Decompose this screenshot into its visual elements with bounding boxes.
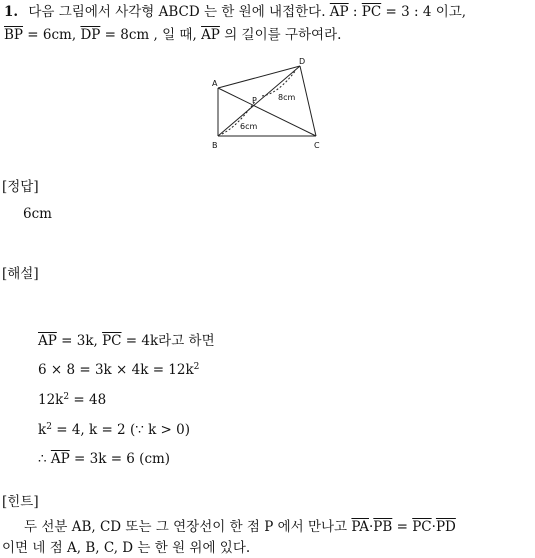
label-b: B	[212, 141, 218, 150]
hint-line-1	[24, 518, 456, 536]
step-1-mid: = 3k,	[56, 333, 103, 349]
problem-line-1	[4, 3, 466, 21]
problem-question: 의 길이를 구하여라.	[219, 27, 342, 43]
label-a: A	[212, 79, 218, 88]
dot-2: ·	[431, 519, 436, 535]
segment-pc: $\overline{PC}$	[361, 4, 382, 20]
segment-ap: $\overline{AP}$	[50, 451, 70, 467]
problem-text: 다음 그림에서 사각형 ABCD 는 한 원에 내접한다.	[28, 4, 326, 20]
length-bp: 6cm	[240, 122, 258, 131]
segment-pa: $\overline{PA}$	[351, 519, 369, 535]
segment-dp: $\overline{DP}$	[80, 27, 101, 43]
label-d: D	[299, 57, 306, 66]
problem-line-2	[4, 26, 341, 44]
solution-step-3	[38, 391, 106, 409]
segment-ap: $\overline{AP}$	[38, 333, 57, 349]
step-2-text: 6 × 8 = 3k × 4k = 12k	[38, 362, 194, 378]
dp-value: = 8cm , 일 때,	[100, 27, 202, 43]
segment-bp: $\overline{BP}$	[4, 27, 24, 43]
solution-heading: [해설]	[2, 266, 39, 282]
therefore-symbol: ∴	[38, 451, 51, 467]
answer-heading: [정답]	[2, 179, 39, 195]
step-1-tail: = 4k라고 하면	[121, 333, 215, 349]
solution-step-4	[38, 421, 190, 439]
bp-value: = 6cm,	[23, 27, 81, 43]
length-dp: 8cm	[278, 93, 296, 102]
solution-step-2	[38, 361, 199, 379]
colon: :	[348, 4, 362, 20]
segment-ap-2: $\overline{AP}$	[201, 27, 220, 43]
step-3-tail: = 48	[69, 392, 107, 408]
label-p: P	[252, 96, 257, 105]
ratio-text: = 3 : 4 이고,	[381, 4, 467, 20]
hint-heading: [힌트]	[2, 494, 39, 510]
hint-line-2: 이면 네 점 A, B, C, D 는 한 원 위에 있다.	[2, 540, 251, 556]
side-cd	[300, 66, 316, 136]
problem-number: 1.	[4, 4, 19, 20]
label-c: C	[314, 141, 320, 150]
step-4-tail: = 4, k = 2 (∵ k > 0)	[51, 422, 191, 438]
step-3-text: 12k	[38, 392, 64, 408]
equals: =	[392, 519, 413, 535]
step-2-exponent: 2	[193, 362, 200, 372]
step-3-exponent: 2	[63, 392, 70, 402]
step-5-tail: = 3k = 6 (cm)	[69, 451, 171, 467]
segment-pc: $\overline{PC}$	[102, 333, 122, 349]
segment-pc: $\overline{PC}$	[412, 519, 432, 535]
solution-step-5	[38, 450, 170, 468]
segment-pb: $\overline{PB}$	[373, 519, 393, 535]
segment-ap: $\overline{AP}$	[329, 4, 349, 20]
segment-pd: $\overline{PD}$	[435, 519, 456, 535]
quadrilateral-figure	[208, 56, 333, 151]
dot-1: ·	[369, 519, 374, 535]
solution-step-1	[38, 332, 215, 350]
hint-text-1: 두 선분 AB, CD 또는 그 연장선이 한 점 P 에서 만나고	[24, 519, 348, 535]
step-4-text: k	[38, 422, 47, 438]
answer-value: 6cm	[23, 206, 52, 222]
step-4-exponent: 2	[46, 422, 52, 432]
